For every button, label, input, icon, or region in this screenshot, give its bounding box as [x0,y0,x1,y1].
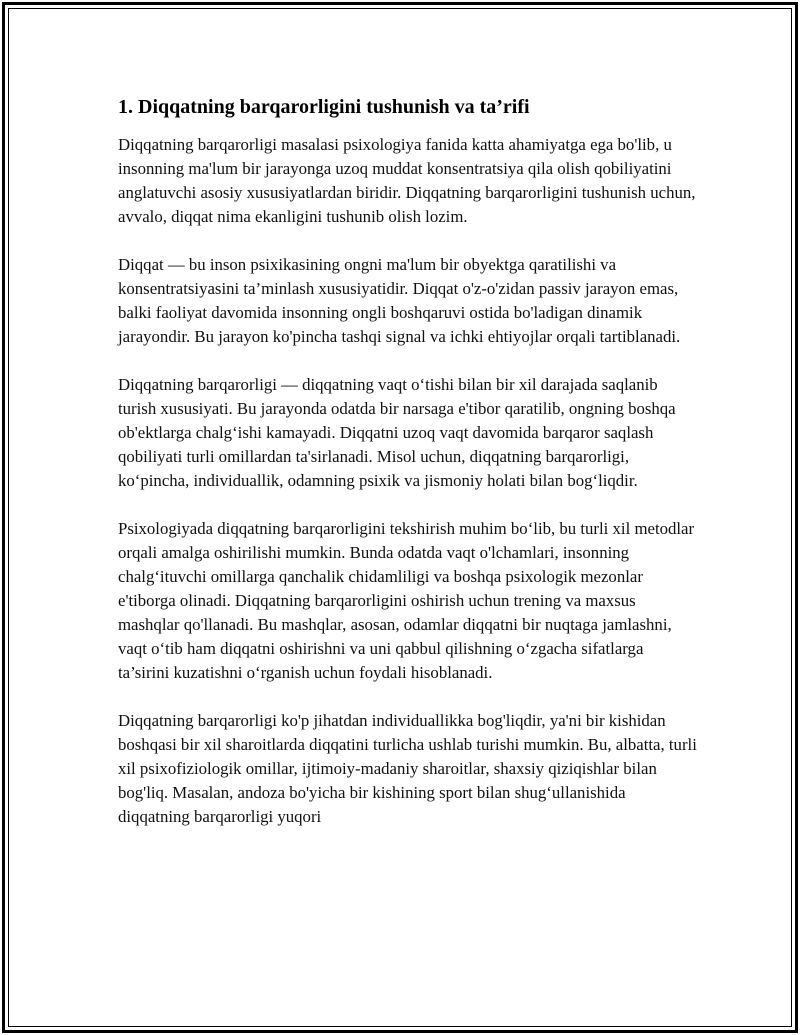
paragraph-5: Diqqatning barqarorligi ko'p jihatdan individuallikka bog'liqdir, ya'ni bir kishidan boshqasi bir xil sharoitlarda diqqatini turlicha ushlab turishi mumkin. Bu, albatta, turli xil psixofiziologik omillar, ijtimoiy-madaniy sharoitlar, shaxsiy qiziqishlar bilan bog'liq. Masalan, andoza bo'yicha bir kishining sport bilan shug‘ullanishida diqqatning barqarorligi yuqori [118,711,697,826]
section-heading: 1. Diqqatning barqarorligini tushunish va ta’rifi [118,96,530,118]
paragraph-2: Diqqat — bu inson psixikasining ongni ma'lum bir obyektga qaratilishi va konsentratsiyasini ta’minlash xususiyatidir. Diqqat o'z-o'zidan passiv jarayon emas, balki faoliyat davomida insonning ongli boshqaruvi ostida bo'ladigan dinamik jarayondir. Bu jarayon ko'pincha tashqi signal va ichki ehtiyojlar orqali tartiblanadi. [118,255,681,346]
paragraph-3: Diqqatning barqarorligi — diqqatning vaqt o‘tishi bilan bir xil darajada saqlanib turish xususiyati. Bu jarayonda odatda bir narsaga e'tibor qaratilib, ongning boshqa ob'ektlarga chalg‘ishi kamayadi. Diqqatni uzoq vaqt davomida barqaror saqlash qobiliyati turli omillardan ta'sirlanadi. Misol uchun, diqqatning barqarorligi, ko‘pincha, individuallik, odamning psixik va jismoniy holati bilan bog‘liqdir. [118,375,676,490]
paragraph-4: Psixologiyada diqqatning barqarorligini tekshirish muhim bo‘lib, bu turli xil metodlar orqali amalga oshirilishi mumkin. Bunda odatda vaqt o'lchamlari, insonning chalg‘ituvchi omillarga qanchalik chidamliligi va boshqa psixologik mezonlar e'tiborga olinadi. Diqqatning barqarorligini oshirish uchun trening va maxsus mashqlar qo'llanadi. Bu mashqlar, asosan, odamlar diqqatni bir nuqtaga jamlashni, vaqt o‘tib ham diqqatni oshirishni va uni qabbul qilishning o‘zgacha sifatlarga ta’sirini kuzatishni o‘rganish uchun foydali hisoblanadi. [118,519,695,682]
document-body [118,93,698,853]
paragraph-1: Diqqatning barqarorligi masalasi psixologiya fanida katta ahamiyatga ega bo'lib, u insonning ma'lum bir jarayonga uzoq muddat konsentratsiya qila olish qobiliyatini anglatuvchi asosiy xususiyatlardan biridir. Diqqatning barqarorligini tushunish uchun, avvalo, diqqat nima ekanligini tushunib olish lozim. [118,135,696,226]
